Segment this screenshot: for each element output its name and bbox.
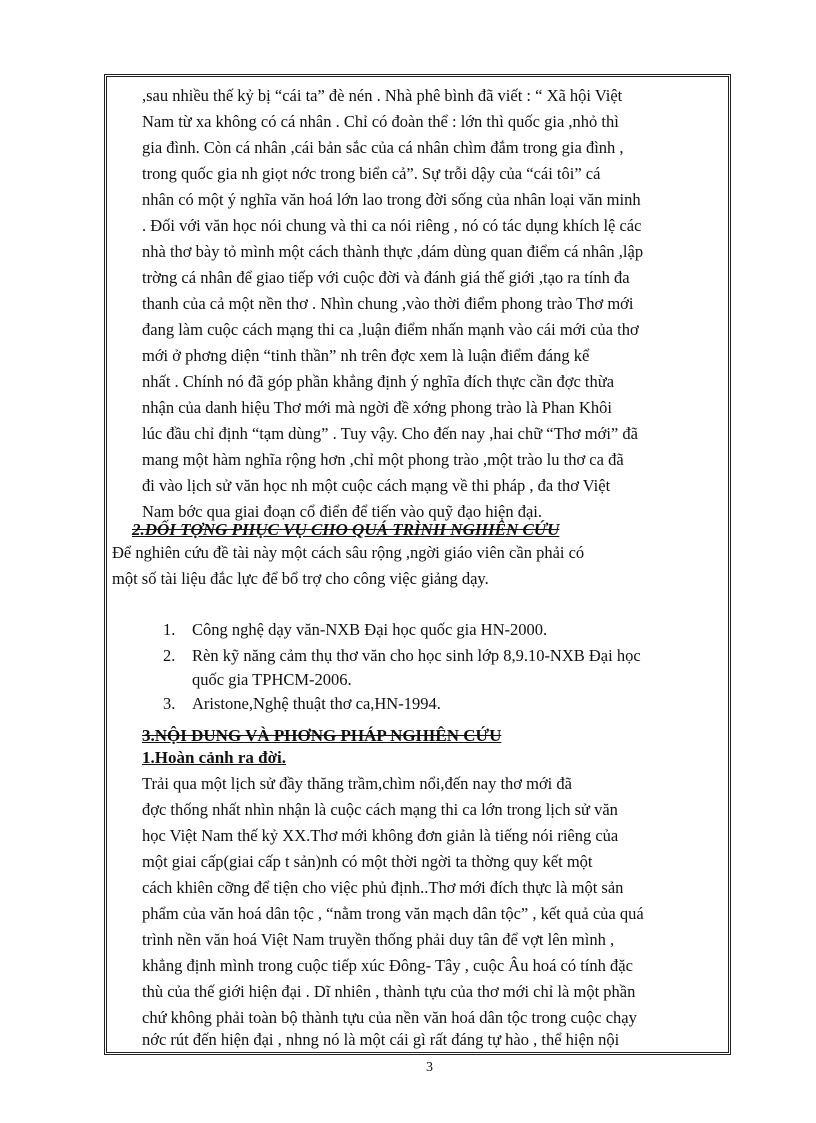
paragraph3-line: nớc rút đến hiện đại , nhng nó là một cái gì rất đáng tự hào , thể hiện nội — [142, 1030, 620, 1049]
paragraph1-line: đang làm cuộc cách mạng thi ca ,luận điểm nhấn mạnh vào cái mới của thơ — [142, 320, 639, 339]
paragraph1-line: gia đình. Còn cá nhân ,cái bản sắc của cá nhân chìm đắm trong gia đình , — [142, 138, 624, 157]
paragraph3-line: một giai cấp(giai cấp t sản)nh có một thời ngời ta thờng quy kết một — [142, 852, 593, 871]
reference-text: Công nghệ dạy văn-NXB Đại học quốc gia HN-2000. — [192, 620, 548, 639]
paragraph1-line: nhà thơ bày tỏ mình một cách thành thực ,dám dùng quan điểm cá nhân ,lập — [142, 242, 644, 261]
reference-number: 2. — [163, 646, 176, 665]
paragraph3-line: Trải qua một lịch sử đầy thăng trầm,chìm nổi,đến nay thơ mới đã — [142, 774, 572, 793]
paragraph1-line: nhân có một ý nghĩa văn hoá lớn lao trong đời sống của nhân loại văn minh — [142, 190, 641, 209]
paragraph3-line: phẩm của văn hoá dân tộc , “nằm trong văn mạch dân tộc” , kết quả của quá — [142, 904, 644, 923]
paragraph1-line: Nam từ xa không có cá nhân . Chỉ có đoàn thể : lớn thì quốc gia ,nhỏ thì — [142, 112, 619, 131]
paragraph1-line: mang một hàm nghĩa rộng hơn ,chỉ một phong trào ,một trào lu thơ ca đã — [142, 450, 624, 469]
paragraph3-line: học Việt Nam thế kỷ XX.Thơ mới không đơn giản là tiếng nói riêng của — [142, 826, 619, 845]
page-number: 3 — [426, 1060, 433, 1075]
paragraph3-line: cách khiên cỡng để tiện cho việc phủ định..Thơ mới đích thực là một sản — [142, 878, 624, 897]
paragraph2-line: một số tài liệu đắc lực để bổ trợ cho công việc giảng dạy. — [112, 569, 489, 588]
paragraph1-line: nhận của danh hiệu Thơ mới mà ngời đề xớng phong trào là Phan Khôi — [142, 398, 612, 417]
reference-text: Rèn kỹ năng cảm thụ thơ văn cho học sinh lớp 8,9.10-NXB Đại học — [192, 646, 641, 665]
paragraph3-line: thù của thế giới hiện đại . Dĩ nhiên , thành tựu của thơ mới chỉ là một phần — [142, 982, 636, 1001]
paragraph1-line: Nam bớc qua giai đoạn cổ điển để tiến vào quỹ đạo hiện đại. — [142, 502, 543, 521]
paragraph1-line: mới ở phơng diện “tinh thần” nh trên đợc xem là luận điểm đáng kể — [142, 346, 590, 365]
section-heading-2: 2.ĐỐI TỢNG PHỤC VỤ CHO QUÁ TRÌNH NGHIÊN CỨU — [132, 520, 560, 539]
paragraph3-line: khẳng định mình trong cuộc tiếp xúc Đông- Tây , cuộc Âu hoá có tính đặc — [142, 956, 633, 975]
paragraph1-line: trờng cá nhân để giao tiếp với cuộc đời và đánh giá thế giới ,tạo ra tính đa — [142, 268, 630, 287]
paragraph1-line: đi vào lịch sử văn học nh một cuộc cách mạng về thi pháp , đa thơ Việt — [142, 476, 611, 495]
paragraph1-line: thanh của cả một nền thơ . Nhìn chung ,vào thời điểm phong trào Thơ mới — [142, 294, 634, 313]
reference-text: quốc gia TPHCM-2006. — [192, 670, 352, 689]
paragraph1-line: ,sau nhiều thế kỷ bị “cái ta” đè nén . Nhà phê bình đã viết : “ Xã hội Việt — [142, 86, 623, 105]
paragraph1-line: . Đối với văn học nói chung và thi ca nói riêng , nó có tác dụng khích lệ các — [142, 216, 642, 235]
section-heading-3: 3.NỘI DUNG VÀ PHƠNG PHÁP NGHIÊN CỨU — [142, 726, 502, 745]
paragraph3-line: trình nền văn hoá Việt Nam truyền thống phải duy tân để vợt lên mình , — [142, 930, 615, 949]
paragraph2-line: Để nghiên cứu đề tài này một cách sâu rộng ,ngời giáo viên cần phải có — [112, 543, 585, 562]
paragraph1-line: nhất . Chính nó đã góp phần khẳng định ý nghĩa đích thực cần đợc thừa — [142, 372, 615, 391]
paragraph1-line: trong quốc gia nh giọt nớc trong biển cả”. Sự trỗi dậy của “cái tôi” cá — [142, 164, 601, 183]
paragraph3-line: chứ không phải toàn bộ thành tựu của nền văn hoá dân tộc trong cuộc chạy — [142, 1008, 637, 1027]
reference-text: Aristone,Nghệ thuật thơ ca,HN-1994. — [192, 694, 441, 713]
subheading: 1.Hoàn cảnh ra đời. — [142, 748, 287, 767]
reference-number: 3. — [163, 694, 176, 713]
paragraph1-line: lúc đầu chỉ định “tạm dùng” . Tuy vậy. Cho đến nay ,hai chữ “Thơ mới” đã — [142, 424, 638, 443]
paragraph3-line: đợc thống nhất nhìn nhận là cuộc cách mạng thi ca lớn trong lịch sử văn — [142, 800, 618, 819]
reference-number: 1. — [163, 620, 176, 639]
